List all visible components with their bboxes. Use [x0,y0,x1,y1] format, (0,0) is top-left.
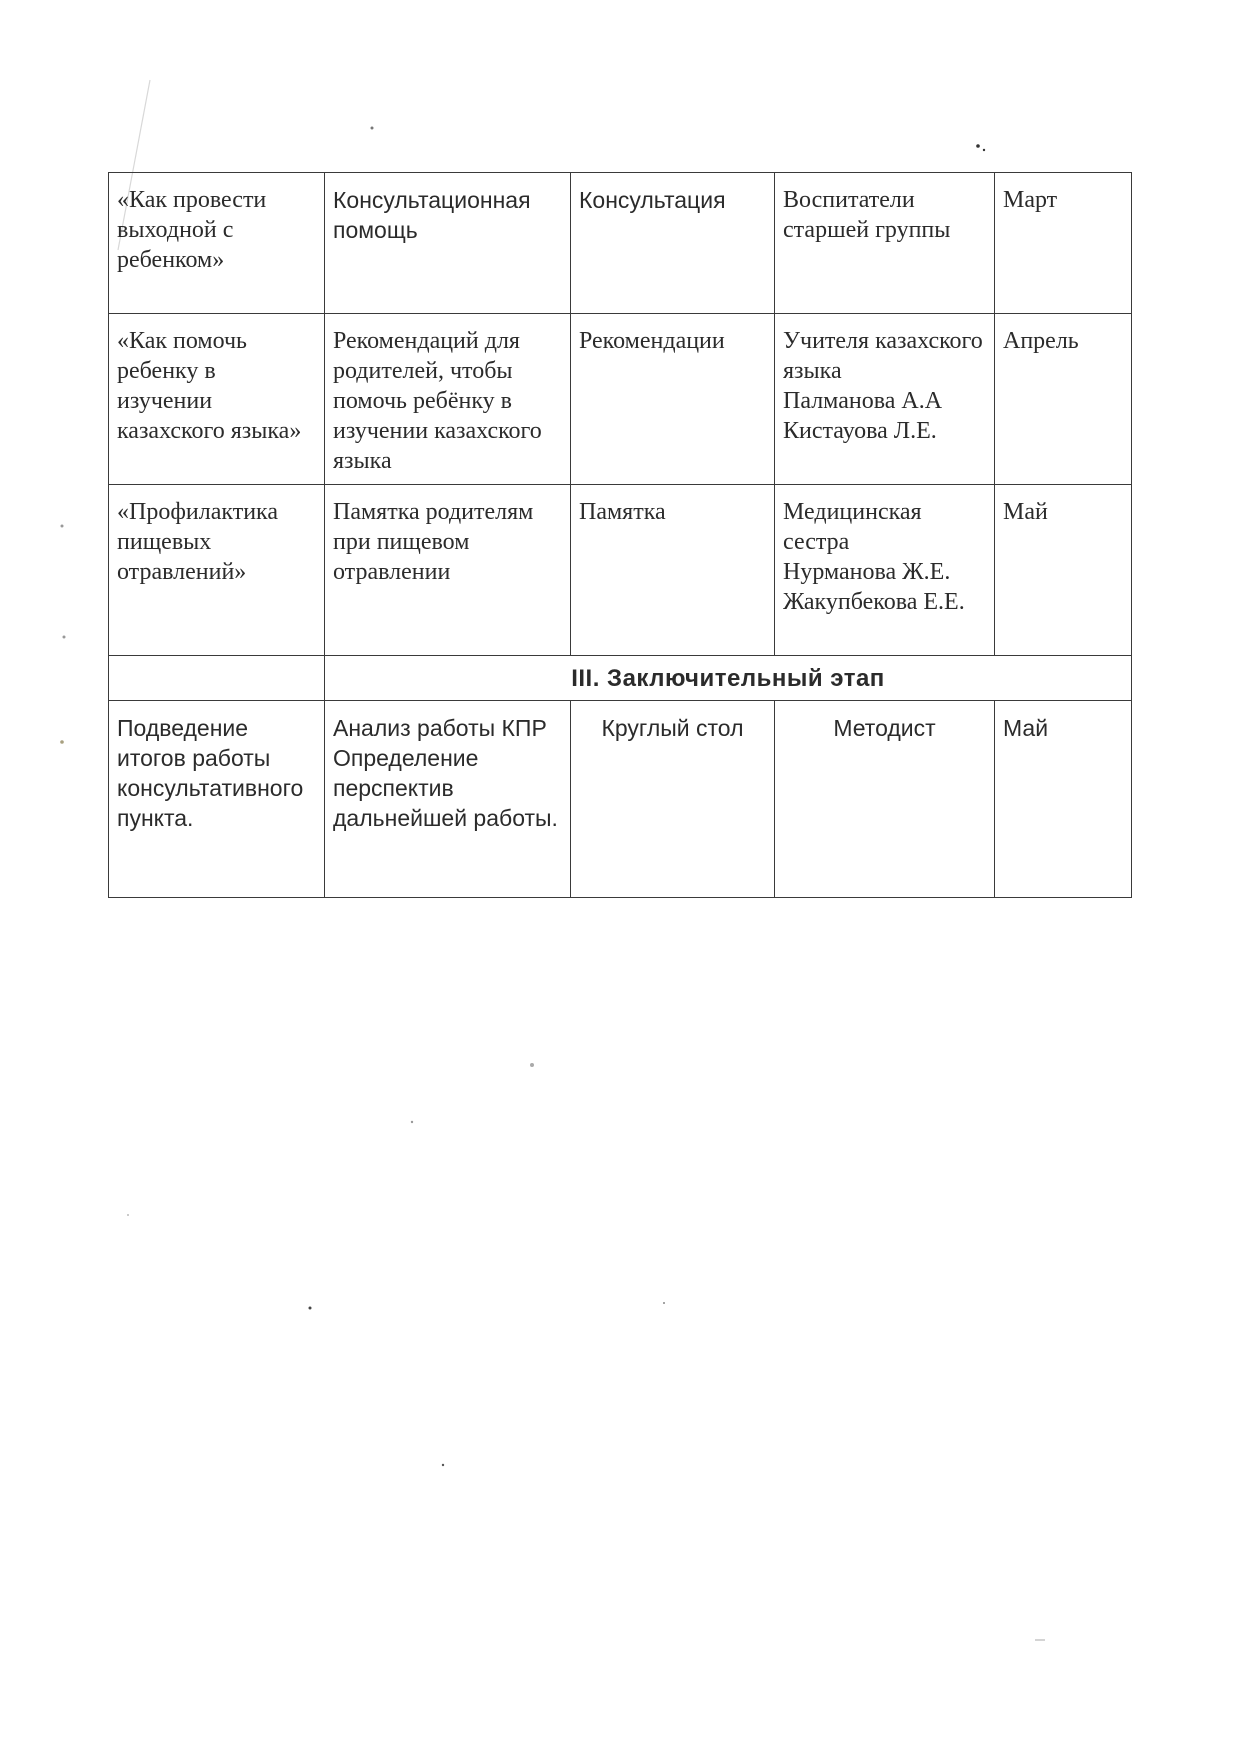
month-cell: Май [995,485,1132,656]
responsible-line: Жакупбекова Е.Е. [783,589,965,615]
topic-cell: Подведение итогов работы консультативного пункта. [109,701,325,898]
responsible-line: Кистауова Л.Е. [783,418,937,444]
type-cell: Консультация [571,173,775,314]
topic-cell: «Как провести выходной с ребенком» [109,173,325,314]
type-cell: Круглый стол [571,701,775,898]
form-cell: Консультационная помощь [325,173,571,314]
form-cell [325,701,571,898]
table-row [109,701,1132,898]
responsible-cell [775,485,995,656]
consultation-plan-table [108,172,1132,898]
month-cell: Апрель [995,314,1132,485]
responsible-cell: Воспитатели старшей группы [775,173,995,314]
type-cell: Рекомендации [571,314,775,485]
month-cell: Март [995,173,1132,314]
form-cell: Рекомендаций для родителей, чтобы помочь ребёнку в изучении казахского языка [325,314,571,485]
responsible-line: Нурманова Ж.Е. [783,559,951,585]
form-line: Определение перспектив дальнейшей работы. [333,745,558,831]
responsible-cell [775,314,995,485]
empty-cell [109,656,325,701]
month-cell: Май [995,701,1132,898]
table-row [109,485,1132,656]
topic-cell: «Как помочь ребенку в изучении казахского языка» [109,314,325,485]
type-cell: Памятка [571,485,775,656]
stage-title: III. Заключительный этап [325,656,1132,701]
form-line: Анализ работы КПР [333,715,547,741]
responsible-cell: Методист [775,701,995,898]
responsible-line: Палманова А.А [783,388,943,414]
form-cell: Памятка родителям при пищевом отравлении [325,485,571,656]
table-row [109,173,1132,314]
responsible-line: Учителя казахского языка [783,328,983,384]
stage-header-row [109,656,1132,701]
responsible-line: Медицинская сестра [783,499,922,555]
table-row [109,314,1132,485]
topic-cell: «Профилактика пищевых отравлений» [109,485,325,656]
